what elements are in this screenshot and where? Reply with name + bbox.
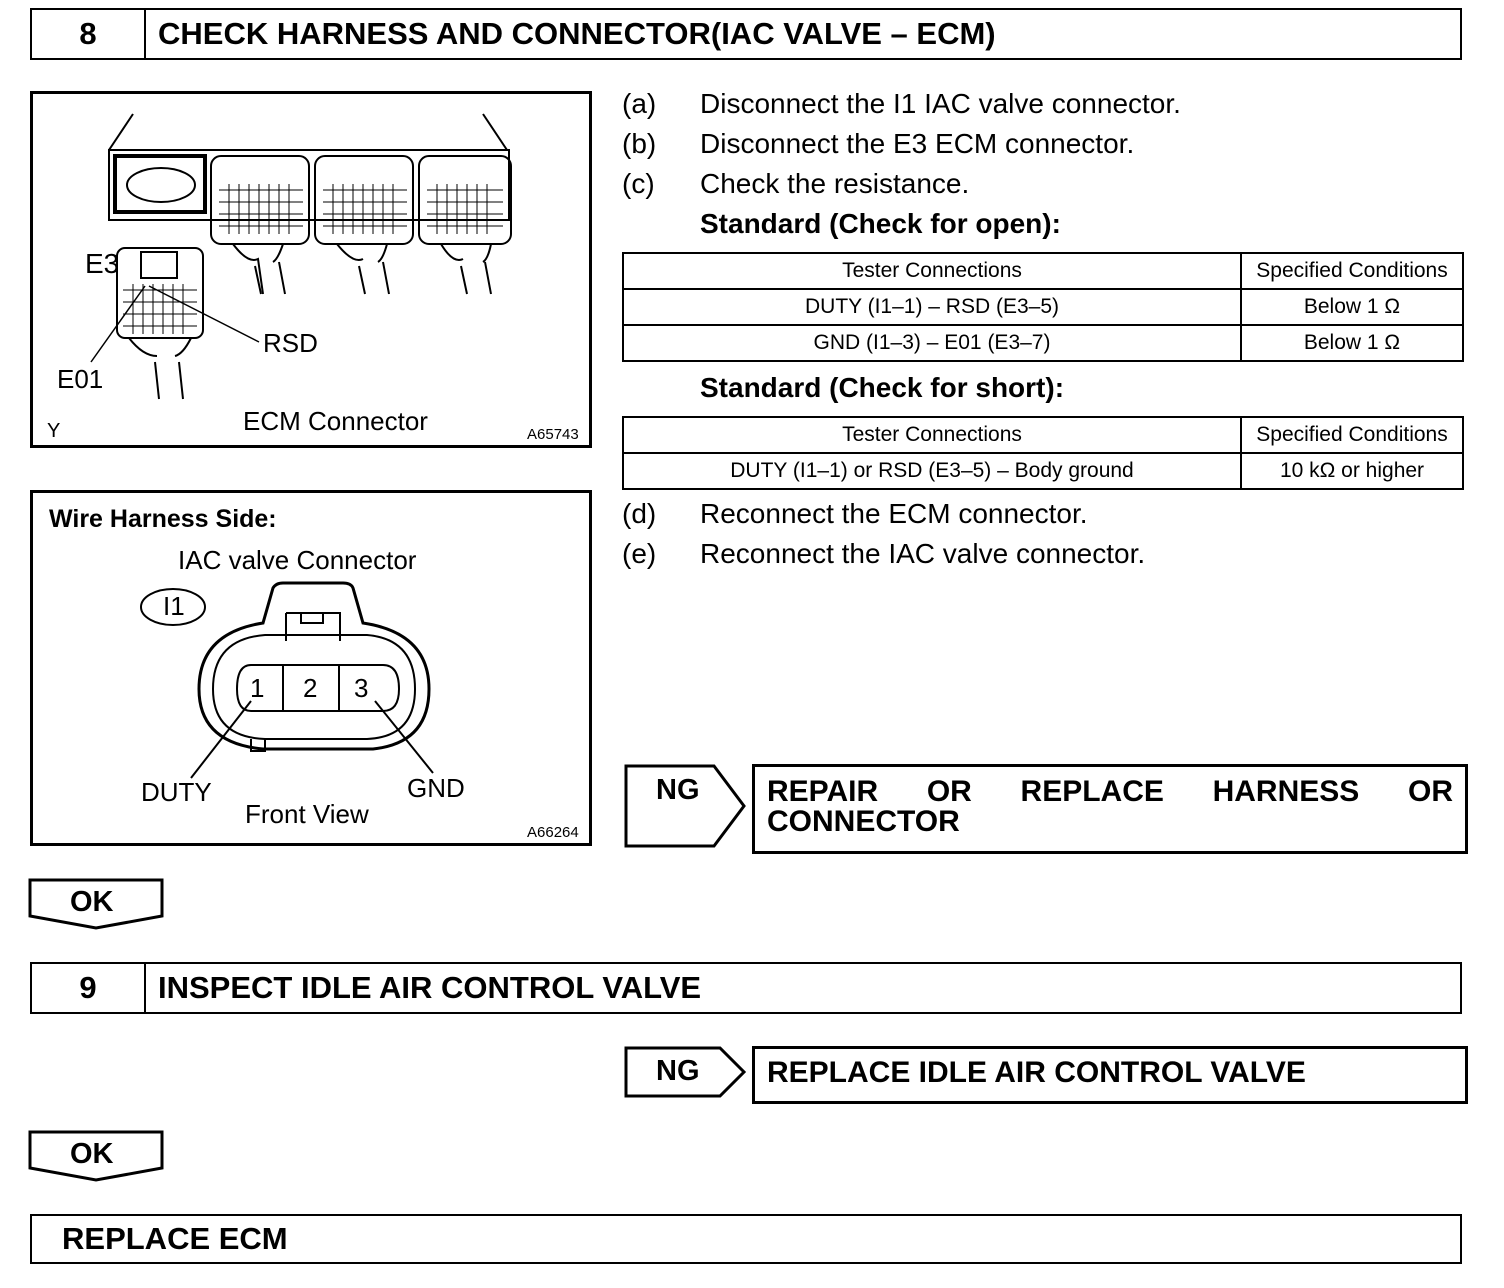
gnd-label: GND [407, 773, 465, 803]
step-title: CHECK HARNESS AND CONNECTOR(IAC VALVE – ECM) [158, 16, 996, 51]
table-cell: Below 1 Ω [1241, 289, 1463, 325]
ecm-connector-code: E3 [85, 248, 120, 279]
step-8-header [30, 8, 1462, 60]
table-header-cell: Specified Conditions [1241, 253, 1463, 289]
step-number: 8 [32, 10, 146, 58]
front-view-caption: Front View [245, 799, 369, 829]
pin-2: 2 [303, 673, 318, 703]
ng-label: NG [656, 1055, 700, 1087]
rsd-label: RSD [263, 328, 318, 358]
table-cell: DUTY (I1–1) – RSD (E3–5) [623, 289, 1241, 325]
standard-open-table [622, 252, 1464, 362]
ng-result-line-1 [767, 775, 1453, 809]
iac-connector-illustration [33, 493, 589, 843]
ng-badge [624, 764, 748, 848]
table-cell: 10 kΩ or higher [1241, 453, 1463, 489]
step-item-d: (d) Reconnect the ECM connector. [622, 498, 1088, 529]
ng-label: NG [656, 774, 700, 806]
standard-short-heading: Standard (Check for short): [700, 372, 1065, 403]
e01-label: E01 [57, 364, 104, 394]
final-action-bar [30, 1214, 1462, 1264]
wire-harness-side-heading: Wire Harness Side: [49, 505, 277, 533]
corner-mark: Y [47, 420, 61, 442]
table-header-cell: Tester Connections [623, 253, 1241, 289]
table-header-cell: Specified Conditions [1241, 417, 1463, 453]
ok-badge [28, 878, 166, 930]
table-cell: DUTY (I1–1) or RSD (E3–5) – Body ground [623, 453, 1241, 489]
table-row [623, 325, 1463, 361]
iac-connector-title: IAC valve Connector [178, 545, 417, 575]
step-item-e: (e) Reconnect the IAC valve connector. [622, 538, 1146, 569]
ng-result-line-2: CONNECTOR [767, 805, 960, 838]
table-row [623, 453, 1463, 489]
table-cell: Below 1 Ω [1241, 325, 1463, 361]
ng-result-text: REPLACE IDLE AIR CONTROL VALVE [767, 1056, 1306, 1089]
final-action-text: REPLACE ECM [62, 1221, 288, 1256]
ok-label: OK [70, 1138, 114, 1170]
pin-3: 3 [354, 673, 369, 703]
figure-code: A65743 [527, 426, 579, 443]
table-header-row [623, 417, 1463, 453]
ecm-connector-caption: ECM Connector [243, 406, 428, 436]
table-row [623, 289, 1463, 325]
ok-badge [28, 1130, 166, 1182]
ng-result-word: OR [1408, 775, 1453, 808]
ecm-connector-figure [30, 91, 592, 448]
duty-label: DUTY [141, 777, 212, 807]
ng-result-word: REPAIR [767, 775, 879, 808]
step-item-c: (c) Check the resistance. [622, 168, 970, 199]
step-title: INSPECT IDLE AIR CONTROL VALVE [158, 970, 702, 1005]
ng-result-word: HARNESS [1212, 775, 1360, 808]
ng-badge [624, 1046, 748, 1098]
step-item-b: (b) Disconnect the E3 ECM connector. [622, 128, 1135, 159]
iac-connector-figure [30, 490, 592, 846]
standard-open-heading: Standard (Check for open): [700, 208, 1061, 239]
ok-label: OK [70, 886, 114, 918]
ng-result-word: OR [926, 775, 972, 808]
pin-1: 1 [250, 673, 265, 703]
step-item-a: (a) Disconnect the I1 IAC valve connector. [622, 88, 1181, 119]
table-cell: GND (I1–3) – E01 (E3–7) [623, 325, 1241, 361]
step-number: 9 [32, 964, 146, 1012]
ng-result-box [752, 764, 1468, 854]
ng-result-word: REPLACE [1020, 775, 1164, 808]
step-9-header [30, 962, 1462, 1014]
ng-result-box [752, 1046, 1468, 1104]
table-header-cell: Tester Connections [623, 417, 1241, 453]
table-header-row [623, 253, 1463, 289]
iac-connector-code: I1 [163, 591, 185, 621]
standard-short-table [622, 416, 1464, 490]
figure-code: A66264 [527, 824, 579, 841]
